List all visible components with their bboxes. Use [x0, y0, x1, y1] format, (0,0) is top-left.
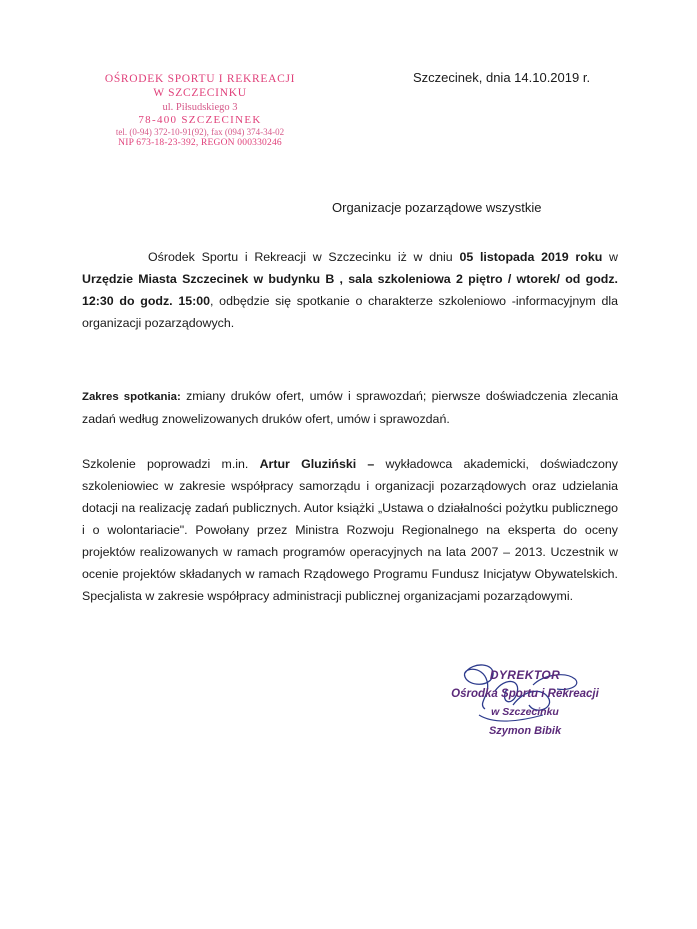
meeting-connector-text: w	[602, 250, 618, 264]
letterhead-stamp	[100, 72, 300, 150]
signature-org-line1: Ośrodka Sportu i Rekreacji	[451, 688, 599, 700]
letter-date: Szczecinek, dnia 14.10.2019 r.	[413, 70, 591, 85]
signature-name: Szymon Bibik	[488, 725, 562, 737]
trainer-name: Artur Gluziński –	[259, 457, 375, 471]
signature-title: DYREKTOR	[489, 668, 561, 682]
paragraph-trainer	[82, 453, 618, 607]
signature-org-line2: w Szczecinku	[491, 706, 559, 718]
meeting-location-time: Urzędzie Miasta Szczecinek w budynku B , sala szkoleniowa 2 piętro / wtorek/ od godz. 12:30 do godz. 15:00	[82, 272, 618, 308]
letterhead-org-city: W SZCZECINKU	[153, 87, 247, 100]
scope-label: Zakres spotkania:	[82, 391, 181, 403]
meeting-description-text: , odbędzie się spotkanie o charakterze szkoleniowo -informacyjnym dla organizacji pozarządowych.	[82, 294, 618, 330]
meeting-intro-text: Ośrodek Sportu i Rekreacji w Szczecinku iż w dniu	[148, 250, 460, 264]
letterhead-org-name: OŚRODEK SPORTU I REKREACJI	[104, 73, 296, 85]
trainer-intro-text: Szkolenie poprowadzi m.in.	[82, 457, 260, 471]
paragraph-meeting-info	[82, 246, 618, 334]
letterhead-postal: 78-400 SZCZECINEK	[138, 113, 262, 126]
letterhead-phone: tel. (0-94) 372-10-91(92), fax (094) 374-34-02	[115, 127, 285, 138]
director-signature-stamp	[425, 659, 625, 769]
trainer-bio-text: wykładowca akademicki, doświadczony szkoleniowiec w zakresie współpracy samorządu i organizacji pozarządowych oraz udzielania dotacji na realizację zadań publicznych. Autor książki „Ustawa o działalności pożytku publicznego i o wolontariacie". Powołany przez Ministra Rozwoju Regionalnego na eksperta do oceny projektów realizowanych w ramach programów operacyjnych na lata 2007 – 2013. Uczestnik w ocenie projektów składanych w ramach Rządowego Programu Fundusz Inicjatyw Obywatelskich. Specjalista w zakresie współpracy administracji publicznej organizacjami pozarządowymi.	[82, 457, 618, 603]
letterhead-street: ul. Piłsudskiego 3	[162, 101, 238, 113]
meeting-date: 05 listopada 2019 roku	[459, 250, 603, 264]
addressee: Organizacje pozarządowe wszystkie	[332, 200, 542, 215]
letterhead-ids: NIP 673-18-23-392, REGON 000330246	[118, 138, 282, 149]
scope-text: zmiany druków ofert, umów i sprawozdań; pierwsze doświadczenia zlecania zadań według znowelizowanych druków ofert, umów i sprawozdań.	[82, 389, 618, 426]
paragraph-scope	[82, 385, 618, 430]
